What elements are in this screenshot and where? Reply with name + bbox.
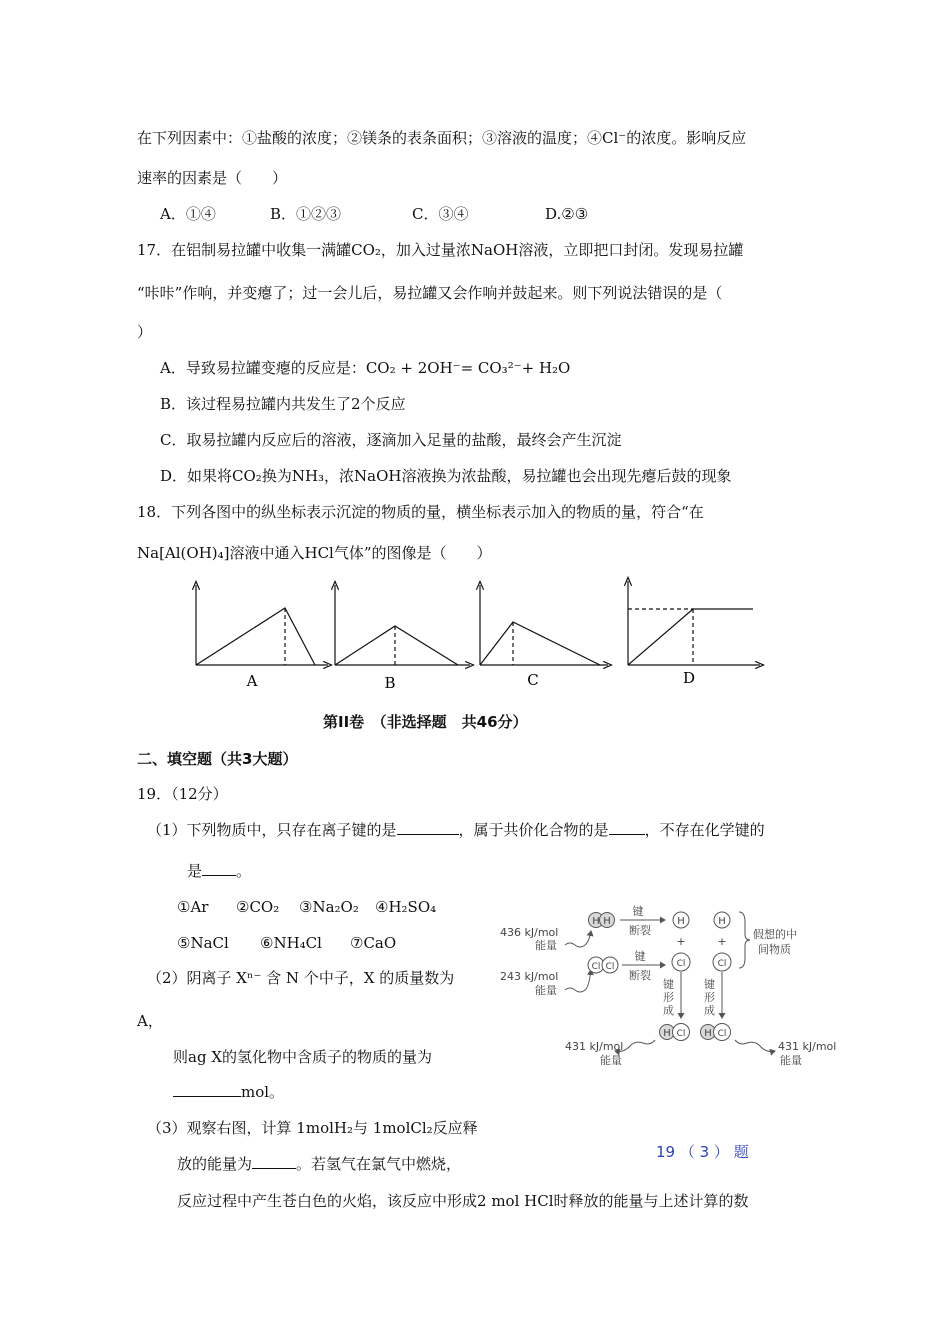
cl-atom-label: Cl (605, 962, 615, 972)
release-arrow-right (735, 1040, 775, 1052)
q19-part3-line1: （3）观察右图，计算 1molH₂与 1molCl₂反应释 (147, 1119, 478, 1137)
q17-option-a: A．导致易拉罐变瘪的反应是：CO₂ + 2OH⁻= CO₃²⁻+ H₂O (160, 359, 571, 377)
form-label-3: 成 (663, 1004, 674, 1017)
hcl-energy-left: 431 kJ/mol (565, 1040, 624, 1053)
q19-part2-line4 (173, 1082, 284, 1102)
h-atom-label: H (663, 1028, 671, 1039)
substance-2: ②CO₂ (236, 898, 280, 916)
q17-option-c: C．取易拉罐内反应后的溶液，逐滴加入足量的盐酸，最终会产生沉淀 (160, 431, 622, 449)
q17-option-b: B．该过程易拉罐内共发生了2个反应 (160, 395, 406, 413)
q19-head: 19．（12分） (137, 785, 228, 803)
cl2-energy-value: 243 kJ/mol (500, 970, 559, 983)
bond-label: 键 (634, 950, 646, 963)
graph-b-label: B (384, 674, 396, 692)
substance-5: ⑤NaCl (177, 934, 229, 952)
q17-stem-line1: 17．在铝制易拉罐中收集一满罐CO₂，加入过量浓NaOH溶液，立即把口封闭。发现易拉罐 (137, 241, 744, 259)
answer-blank-protons[interactable] (173, 1082, 241, 1097)
q16-option-d: D.②③ (545, 205, 589, 223)
graph-c (480, 585, 608, 665)
substance-7: ⑦CaO (350, 934, 397, 952)
h2-energy-arrow (565, 931, 591, 947)
h2-energy-word: 能量 (535, 939, 557, 952)
hcl-energy-word-right: 能量 (780, 1054, 802, 1067)
q19-part1-line2 (187, 861, 251, 881)
plus-sign: + (676, 935, 686, 948)
break-label: 断裂 (629, 924, 651, 937)
q18-stem-line2: Na[Al(OH)₄]溶液中通入HCl气体”的图像是（ ） (137, 544, 492, 562)
graph-b (335, 585, 470, 665)
substance-3: ③Na₂O₂ (299, 898, 359, 916)
q16-option-c: C．③④ (412, 205, 469, 223)
q19-part2-line3: 则ag X的氢化物中含质子的物质的量为 (173, 1048, 432, 1066)
q19-part3-line2 (177, 1154, 461, 1174)
cl-atom-label: Cl (676, 1029, 686, 1039)
h2-energy-value: 436 kJ/mol (500, 926, 559, 939)
q17-option-d: D．如果将CO₂换为NH₃，浓NaOH溶液换为浓盐酸，易拉罐也会出现先瘪后鼓的现象 (160, 467, 732, 485)
hcl-energy-right: 431 kJ/mol (778, 1040, 837, 1053)
h-atom-label: H (677, 916, 685, 927)
answer-blank-covalent[interactable] (609, 820, 645, 835)
break-label: 断裂 (629, 969, 651, 982)
q19-p1-text-d: 是 (187, 862, 203, 880)
graph-d-curve (628, 609, 753, 665)
cl-atom-label: Cl (676, 959, 686, 969)
q19-part3-line3: 反应过程中产生苍白色的火焰，该反应中形成2 mol HCl时释放的能量与上述计算的数 (177, 1192, 749, 1210)
form-label-3: 成 (704, 1004, 715, 1017)
q19-p2-unit: mol。 (241, 1083, 285, 1101)
h-atom-label: H (603, 916, 611, 927)
cl-atom-label: Cl (717, 959, 727, 969)
form-label-2: 形 (663, 991, 674, 1004)
graph-a (196, 585, 328, 665)
answer-blank-energy[interactable] (252, 1154, 296, 1169)
hypothetical-label-2: 间物质 (758, 943, 791, 956)
h-atom-label: H (718, 916, 726, 927)
q19-p1-text-c: ，不存在化学键的 (644, 821, 765, 839)
q16-option-b: B．①②③ (270, 205, 342, 223)
form-label-1: 键 (663, 978, 674, 991)
graph-d (628, 581, 760, 665)
q19-p1-text-a: （1）下列物质中，只存在离子键的是 (147, 821, 397, 839)
q16-stem-line2: 速率的因素是（ ） (137, 169, 288, 187)
cl-atom-label: Cl (717, 1029, 727, 1039)
energy-diagram (495, 900, 845, 1075)
graph-d-label: D (682, 669, 696, 687)
q19-p3-text-b: 。若氢气在氯气中燃烧， (296, 1155, 462, 1173)
q19-p1-text-e: 。 (236, 862, 252, 880)
q18-stem-line1: 18．下列各图中的纵坐标表示沉淀的物质的量，横坐标表示加入的物质的量，符合“在 (137, 503, 704, 521)
q18-graphs (180, 575, 780, 695)
q19-part2-line1: （2）阴离子 Xⁿ⁻ 含 N 个中子，X 的质量数为 (147, 969, 455, 987)
q16-stem-line1: 在下列因素中：①盐酸的浓度；②镁条的表条面积；③溶液的温度；④Cl⁻的浓度。影响反应 (137, 129, 747, 147)
substance-4: ④H₂SO₄ (375, 898, 437, 916)
q19-part2-line2: A， (137, 1012, 163, 1030)
q16-option-a: A．①④ (160, 205, 216, 223)
form-label-2: 形 (704, 991, 715, 1004)
cl2-energy-word: 能量 (535, 984, 557, 997)
hypothetical-brace (739, 912, 750, 968)
h-atom-label: H (704, 1028, 712, 1039)
cl-atom-label: Cl (591, 962, 601, 972)
q19-p1-text-b: ，属于共价化合物的是 (458, 821, 609, 839)
graph-c-curve (480, 622, 600, 665)
substance-1: ①Ar (177, 898, 209, 916)
graph-a-curve (196, 608, 315, 665)
q17-stem-line2: “咔咔”作响，并变瘪了；过一会儿后，易拉罐又会作响并鼓起来。则下列说法错误的是（ (137, 284, 723, 302)
section-heading: 二、填空题（共3大题） (137, 750, 298, 768)
q19-part1-line1 (147, 820, 765, 840)
hcl-energy-word-left: 能量 (600, 1054, 622, 1067)
volume-title: 第II卷 （非选择题 共46分） (323, 713, 528, 731)
graph-c-label: C (527, 671, 539, 689)
plus-sign: + (717, 935, 727, 948)
hypothetical-label-1: 假想的中 (753, 928, 797, 941)
graph-b-curve (335, 626, 458, 665)
answer-blank-no-bond[interactable] (202, 861, 236, 876)
cl2-energy-arrow (565, 970, 591, 992)
h-atom-label: H (592, 916, 600, 927)
graph-a-label: A (246, 672, 258, 690)
figure-caption: 19 （ 3 ） 题 (656, 1143, 749, 1161)
q17-stem-line3: ） (137, 323, 153, 341)
form-label-1: 键 (704, 978, 715, 991)
bond-label: 键 (632, 905, 644, 918)
substance-6: ⑥NH₄Cl (260, 934, 322, 952)
answer-blank-ionic[interactable] (397, 820, 459, 835)
q19-p3-text-a: 放的能量为 (177, 1155, 253, 1173)
